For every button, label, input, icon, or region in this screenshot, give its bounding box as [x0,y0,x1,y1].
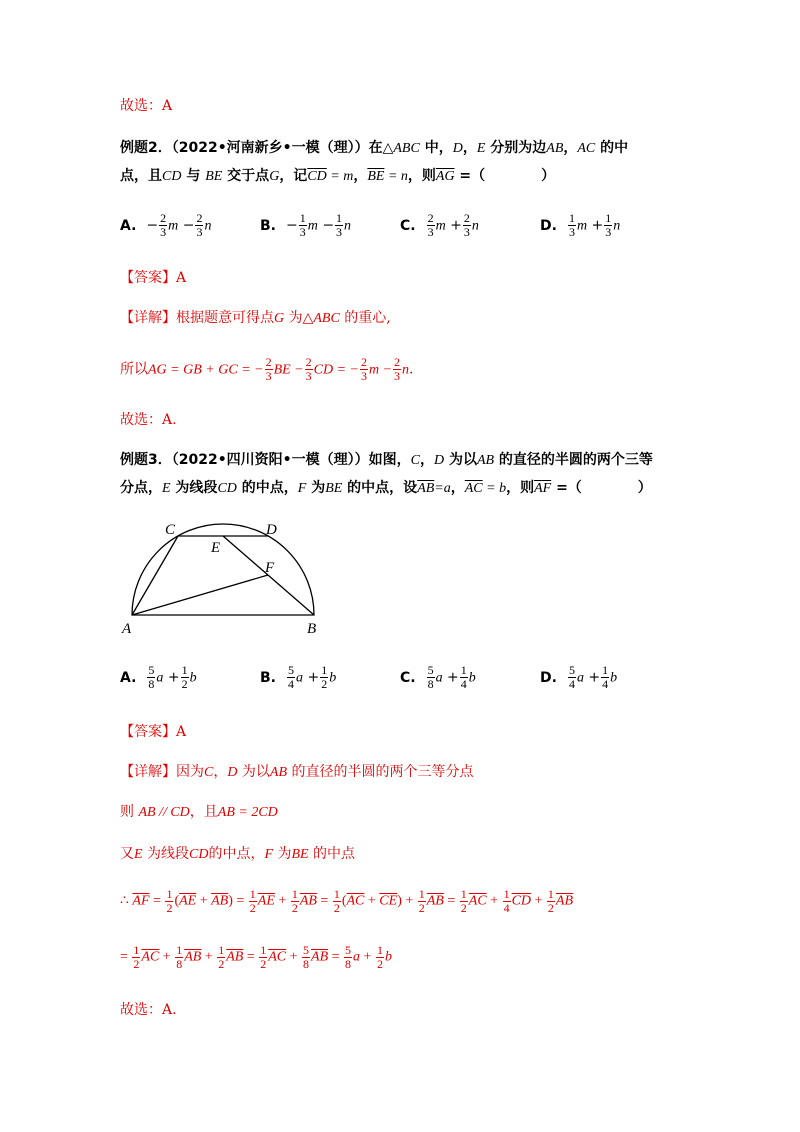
semicircle-figure [120,520,330,640]
example3-parallel: 则 AB // CD，且AB = 2CD [120,804,278,820]
label-a: A [122,621,132,637]
example2-option-d: D. $\frac{1}{3}$ m + $\frac{1}{3}$ n [540,211,621,239]
example2-question-line2: 点，且CD 与 BE 交于点G，记$\overline{CD} = m$，$\overline{BE} = n$，则$\overline{AG}$ =（ ） [120,168,556,184]
label-e: E [211,540,221,556]
example3-midpoints: 又E 为线段CD的中点，F 为BE 的中点 [120,846,356,862]
example2-option-c: C. $\frac{2}{3}$ m + $\frac{2}{3}$ n [400,211,479,239]
example3-option-b: B. $\frac{5}{4}$ a + $\frac{1}{2}$ b [260,663,337,691]
example3-detail: 【详解】因为C，D 为以AB 的直径的半圆的两个三等分点 [120,764,474,780]
label-b: B [307,621,317,637]
example2-final: 故选：A. [120,412,177,428]
example3-derivation-line1: ∴ $\overline{AF}$ = $\frac{1}{2}$ $(\overline{AE} + \overline{AB})$ = $\frac{1}{2}$ $\overline{AE}$ + $\frac{1}{2}$ $\overline{AB}$ = $\frac{1}{2}$ $(\overline{AC} + \overline{CE})$ + $\frac{1}{2}$ $\overline{AB}$ = $\frac{1}{2}$ $\overline{AC}$ + $\frac{1}{4}$ $\overline{CD}$ + $\frac{1}{2}$ $\overline{AB}$ [120,887,574,915]
semicircle-arc [132,524,314,615]
label-c: C [165,522,176,538]
example2-option-b: B. − $\frac{1}{3}$ m − $\frac{1}{3}$ n [260,211,352,239]
example3-question-line2: 分点，E 为线段CD 的中点，F 为BE 的中点，设$\overline{AB}=a$，$\overline{AC} = b$，则$\overline{AF}$ =（ ） [120,480,652,496]
example2-detail: 【详解】根据题意可得点G 为△ABC 的重心, [120,310,391,326]
example3-option-a: A. $\frac{5}{8}$ a + $\frac{1}{2}$ b [120,663,197,691]
example3-final: 故选：A. [120,1002,177,1018]
example2-answer: 【答案】A [120,270,187,286]
example3-answer: 【答案】A [120,724,187,740]
example3-question-line1: 例题3．（2022•四川资阳•一模（理））如图，C，D 为以AB 的直径的半圆的两个三等 [120,452,653,468]
example3-option-c: C. $\frac{5}{8}$ a + $\frac{1}{4}$ b [400,663,476,691]
previous-answer: 故选：A [120,98,173,114]
example3-derivation-line2: = $\frac{1}{2}$ $\overline{AC}$ + $\frac{1}{8}$ $\overline{AB}$ + $\frac{1}{2}$ $\overline{AB}$ = $\frac{1}{2}$ $\overline{AC}$ + $\frac{5}{8}$ $\overline{AB}$ = $\frac{5}{8}$ a + $\frac{1}{2}$ b [120,943,392,971]
example2-derivation: 所以AG = GB + GC = − $\frac{2}{3}$ BE − $\frac{2}{3}$ CD = − $\frac{2}{3}$ m − $\frac{2}{3}$ n. [120,355,414,383]
example2-question-line1: 例题2．（2022•河南新乡•一模（理））在△ABC 中，D，E 分别为边AB，AC 的中 [120,140,629,156]
example3-option-d: D. $\frac{5}{4}$ a + $\frac{1}{4}$ b [540,663,618,691]
example2-option-a: A. − $\frac{2}{3}$ m − $\frac{2}{3}$ n [120,211,212,239]
label-d: D [266,522,277,538]
label-f: F [265,560,275,576]
